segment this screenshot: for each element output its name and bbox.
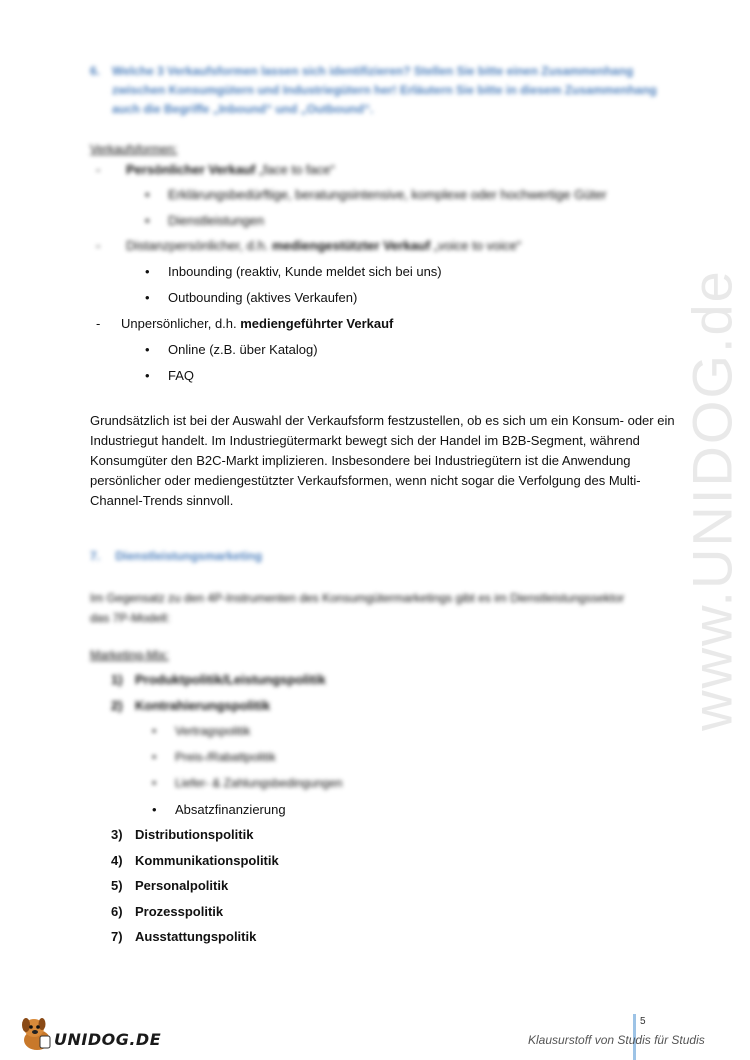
dash-marker: - bbox=[96, 238, 101, 253]
section-heading-marketing-mix: Marketing-Mix: bbox=[90, 648, 169, 662]
footer-tagline: Klausurstoff von Studis für Studis bbox=[528, 1033, 705, 1047]
page-number: 5 bbox=[640, 1016, 646, 1027]
question-7-heading bbox=[90, 549, 262, 563]
question-number: 6. bbox=[90, 64, 101, 78]
question-6 bbox=[90, 62, 670, 119]
document-page: www.UNIDOG.de 6. Welche 3 Verkaufsformen lassen sich identifizieren? Stellen Sie bitte einen Zusammenhang zwischen Konsumgütern und Industriegütern her! Erläutern Sie bitte in diesem Zusammenhang auch die Begriffe „Inbound“ und „Outbound“. Verkaufsformen: - Persönlicher Verkauf „face to face“ • Erklärungsbedürftige, beratungsintensive, komplexe oder hochwertige Güter • Dienstleistungen - Distanzpersönlicher, d.h. mediengestützter Verkauf „voice to voice“ • Inbounding (reaktiv, Kunde meldet sich bei uns) • Outbounding (aktives Verkaufen) - Unpersönlicher, d.h. mediengeführter Verkauf • Online (z.B. über Katalog) • FAQ Grundsätzlich ist bei der Auswahl der Verkaufsform festzustellen, ob es sich um ein Konsum- oder ein Industriegut handelt. Im Industriegütermarkt bewegt sich der Handel im B2B-Segment, während Konsumgüter den B2C-Markt implizieren. Insbesondere bei Industriegütern ist die Anwendung persönlicher oder mediengestützter Verkaufsformen, wenn nicht sogar die Verfolgung des Multi- Channel-Trends sinnvoll. 7. Dienstleistungsmarketing Im Gegensatz zu den 4P-Instrumenten des Konsumgütermarketings gibt es im Dienstleistungssektor das 7P-Modell: Marketing-Mix: 1) Produktpolitik/Leistungspolitik 2) Kontrahierungspolitik • Vertragspolitik • Preis-/Rabattpolitik • Liefer- & Zahlungsbedingungen • Absatzfinanzierung 3) Distributionspolitik 4) Kommunikationspolitik 5) Personalpolitik 6) Prozesspolitik 7) Ausstattungspolitik UNIDOG.DE 5 Klausurstoff von Studis für Studis bbox=[0, 0, 750, 1060]
dash-marker: - bbox=[96, 316, 101, 331]
section-heading-verkaufsformen: Verkaufsformen: bbox=[90, 142, 178, 156]
question-title: Dienstleistungsmarketing bbox=[115, 549, 263, 563]
dog-logo-icon bbox=[18, 1016, 56, 1052]
dash-marker: - bbox=[96, 162, 101, 177]
item-label: mediengeführter Verkauf bbox=[240, 316, 394, 331]
item-label: Persönlicher Verkauf bbox=[126, 162, 256, 177]
body-paragraph: Grundsätzlich ist bei der Auswahl der Verkaufsform festzustellen, ob es sich um ein Konsum- oder ein Industriegut handelt. Im Industriegütermarkt bewegt sich der Handel im B2B-Segment, während Konsumgüter den B2C-Markt implizieren. Insbesondere bei Industriegütern ist die Anwendung persönlicher oder mediengestützter Verkaufsformen, wenn nicht sogar die Verfolgung des Multi- Channel-Trends sinnvoll. bbox=[90, 413, 675, 508]
logo-text: UNIDOG.DE bbox=[54, 1030, 162, 1049]
question-text: Welche 3 Verkaufsformen lassen sich identifizieren? Stellen Sie bitte einen Zusammenhang zwischen Konsumgütern und Industriegütern her! Erläutern Sie bitte in diesem Zusammenhang auch die Begriffe „Inbound“ und „Outbound“. bbox=[112, 64, 657, 116]
question-number: 7. bbox=[90, 549, 101, 563]
watermark: www.UNIDOG.de bbox=[680, 269, 744, 731]
question-7-intro: Im Gegensatz zu den 4P-Instrumenten des Konsumgütermarketings gibt es im Dienstleistungssektor das 7P-Modell: bbox=[90, 591, 625, 625]
item-label: mediengestützter Verkauf bbox=[271, 238, 431, 253]
item-suffix: „face to face“ bbox=[255, 162, 335, 177]
